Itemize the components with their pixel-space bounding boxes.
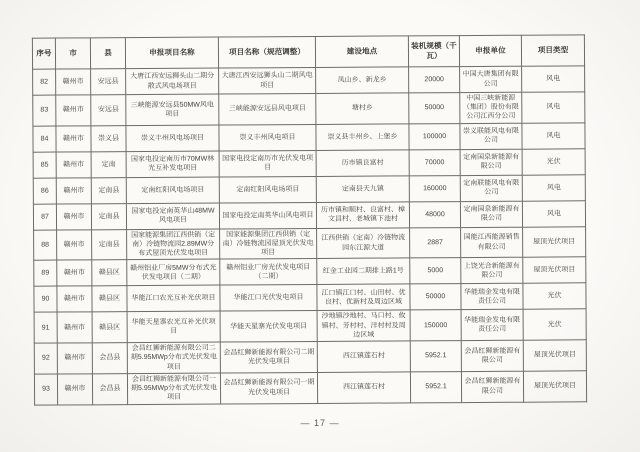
table-row (34, 371, 586, 405)
cell-city: 赣州市 (56, 69, 91, 95)
cell-declared-name: 国家电投定南历市70MW林光互补发电项目 (126, 151, 219, 178)
cell-county: 定南县 (91, 203, 126, 229)
table-header-row (32, 35, 584, 69)
page-number: — 17 — (300, 418, 340, 428)
table-body (33, 66, 587, 405)
cell-adjusted-name: 崇义丰州风电项目 (219, 124, 316, 151)
cell-unit: 中国大唐集团有限公司 (460, 66, 522, 92)
cell-adjusted-name: 国家能源集团江西供销（定南）冷链物流园屋顶光伏发电项目 (220, 228, 317, 259)
cell-adjusted-name: 国家电投定南英华山风电项目 (219, 202, 316, 229)
cell-type: 光伏 (523, 283, 586, 309)
cell-city: 赣州市 (57, 374, 92, 405)
cell-location: 江西供销（定南）冷链物流园东江源大道 (317, 228, 410, 259)
cell-unit: 国能江西能源销售有限公司 (461, 227, 523, 258)
cell-city: 赣州市 (57, 260, 92, 286)
cell-city: 赣州市 (56, 95, 91, 126)
cell-declared-name: 三峡能源安远县50MW风电项目 (126, 94, 219, 125)
table-row (34, 257, 586, 286)
cell-city: 赣州市 (57, 230, 92, 261)
cell-county: 会昌县 (92, 373, 127, 404)
cell-no: 91 (34, 312, 57, 343)
cell-declared-name: 华能江口农光互补光伏项目 (127, 285, 220, 312)
cell-adjusted-name: 会昌红狮新能源有限公司一期光伏发电项目 (220, 372, 317, 403)
header-county: 县 (90, 38, 125, 69)
cell-unit: 华能瑞金发电有限责任公司 (461, 284, 523, 310)
header-declared-project-name: 申报项目名称 (125, 37, 218, 69)
table-row (34, 309, 586, 343)
table-row (34, 340, 586, 374)
cell-no: 89 (34, 260, 57, 286)
cell-no: 83 (33, 95, 56, 126)
project-approval-table (32, 34, 587, 405)
cell-capacity-kw: 5952.1 (410, 341, 461, 372)
cell-type: 屋顶光伏项目 (523, 340, 586, 371)
cell-type: 风电 (522, 175, 585, 201)
cell-county: 赣县区 (92, 312, 127, 343)
cell-adjusted-name: 定南红阳风电场项目 (219, 176, 316, 203)
cell-unit: 上饶光合新能源有限公司 (461, 258, 523, 284)
cell-type: 光伏 (522, 149, 585, 175)
cell-type: 风电 (522, 92, 585, 123)
cell-unit: 定南国泉新能源有限公司 (460, 201, 522, 227)
cell-unit: 崇义联能风电有限公司 (460, 123, 522, 149)
cell-location: 红金工业园二期排上路1号 (317, 258, 410, 285)
cell-capacity-kw: 150000 (410, 310, 461, 341)
cell-county: 崇义县 (91, 125, 126, 151)
header-seq-no: 序号 (32, 38, 55, 69)
cell-unit: 会昌红狮新能源有限公司 (461, 340, 523, 371)
cell-city: 赣州市 (56, 204, 91, 230)
cell-city: 赣州市 (56, 178, 91, 204)
cell-capacity-kw: 160000 (409, 175, 460, 201)
cell-declared-name: 会昌红狮新能源有限公司二期5.95MWp分布式光伏发电项目 (127, 342, 220, 373)
cell-location: 历市镇良富村 (316, 150, 409, 177)
cell-no: 85 (33, 152, 56, 178)
header-declaring-unit: 申报单位 (459, 35, 521, 66)
header-city: 市 (55, 38, 90, 69)
cell-adjusted-name: 三峡能源安远县风电项目 (219, 93, 316, 124)
cell-no: 90 (34, 286, 57, 312)
cell-capacity-kw: 48000 (409, 201, 460, 227)
cell-location: 西江镇莲石村 (317, 372, 410, 403)
cell-location: 西江镇莲石村 (317, 341, 410, 372)
cell-city: 赣州市 (57, 286, 92, 312)
cell-city: 赣州市 (56, 126, 91, 152)
cell-no: 84 (33, 126, 56, 152)
table-row (34, 227, 586, 261)
cell-capacity-kw: 5000 (410, 258, 461, 284)
cell-city: 赣州市 (57, 312, 92, 343)
cell-no: 86 (33, 178, 56, 204)
cell-unit: 中国三峡新能源（集团）股份有限公司江西分公司 (460, 92, 522, 123)
cell-unit: 华能瑞金发电有限责任公司 (461, 310, 523, 341)
cell-capacity-kw: 20000 (409, 67, 460, 93)
cell-capacity-kw: 100000 (409, 123, 460, 149)
cell-county: 赣县区 (92, 286, 127, 312)
cell-city: 赣州市 (57, 343, 92, 374)
cell-location: 沙地镇沙地村、马口村、攸镇村、芳村村、洋村村及周边区域 (317, 310, 410, 341)
cell-county: 安远县 (91, 69, 126, 95)
cell-county: 定南县 (92, 229, 127, 260)
cell-capacity-kw: 70000 (409, 149, 460, 175)
cell-type: 屋顶光伏项目 (523, 257, 586, 283)
cell-declared-name: 定南红阳风电场项目 (126, 177, 219, 204)
cell-declared-name: 大唐江西安远狮头山二期分散式风电场项目 (126, 68, 219, 95)
cell-location: 凤山乡、新龙乡 (316, 67, 409, 94)
cell-capacity-kw: 2887 (410, 227, 461, 258)
cell-county: 赣县区 (92, 260, 127, 286)
cell-county: 会昌县 (92, 343, 127, 374)
cell-county: 定南 (91, 151, 126, 177)
cell-unit: 定南联能风电有限公司 (460, 175, 522, 201)
cell-capacity-kw: 5952.1 (410, 371, 461, 402)
cell-adjusted-name: 会昌红狮新能源有限公司二期光伏发电项目 (220, 342, 317, 373)
cell-capacity-kw: 50000 (409, 93, 460, 124)
table-row (33, 149, 585, 178)
cell-type: 风电 (522, 66, 585, 92)
cell-type: 光伏 (523, 309, 586, 340)
cell-type: 屋顶光伏项目 (523, 371, 586, 402)
cell-capacity-kw: 50000 (410, 284, 461, 310)
cell-type: 屋顶光伏项目 (523, 227, 586, 258)
table-row (33, 92, 585, 126)
cell-no: 92 (34, 343, 57, 374)
cell-declared-name: 华能天星寨农光互补光伏项目 (127, 311, 220, 342)
cell-location: 崇义县丰州乡、上堡乡 (316, 124, 409, 151)
cell-no: 82 (33, 69, 56, 95)
cell-county: 定南县 (91, 177, 126, 203)
cell-declared-name: 崇义丰州风电场项目 (126, 125, 219, 152)
cell-adjusted-name: 国家电投定南历市光伏发电项目 (219, 150, 316, 177)
cell-no: 87 (33, 204, 56, 230)
cell-no: 93 (34, 374, 57, 405)
table-row (33, 201, 585, 230)
table-row (34, 283, 586, 312)
cell-declared-name: 赣州铝业厂房5MW分布式光伏发电项目（二期） (127, 259, 220, 286)
cell-adjusted-name: 大唐江西安远狮头山二期风电项目 (219, 67, 316, 94)
header-project-type: 项目类型 (521, 35, 584, 66)
cell-adjusted-name: 华能江口光伏发电项目 (220, 285, 317, 312)
cell-location: 江口镇江口村、山田村、优良村、优新村及周边区域 (317, 284, 410, 311)
cell-declared-name: 国家能源集团江西供销（定南）冷链物流园2.89MW分布式屋顶光伏发电项目 (127, 229, 220, 260)
cell-adjusted-name: 华能天星寨光伏发电项目 (220, 311, 317, 342)
cell-declared-name: 国家电投定南英华山48MW风电项目 (126, 203, 219, 230)
cell-declared-name: 会昌红狮新能源有限公司一期5.95MWp分布式光伏发电项目 (127, 373, 220, 404)
header-construction-site: 建设地点 (315, 36, 408, 68)
cell-city: 赣州市 (56, 152, 91, 178)
table-row (33, 66, 585, 95)
cell-location: 塘村乡 (316, 93, 409, 124)
cell-type: 风电 (522, 201, 585, 227)
cell-adjusted-name: 赣州铝业厂房光伏发电项目（二期） (220, 259, 317, 286)
header-adjusted-project-name: 项目名称（规范调整） (218, 36, 315, 68)
cell-type: 风电 (522, 123, 585, 149)
header-capacity-kw: 装机规模（千瓦） (408, 36, 459, 67)
cell-unit: 定南国泉新能源有限公司 (460, 149, 522, 175)
cell-no: 88 (34, 230, 57, 261)
cell-location: 定南县天九镇 (316, 176, 409, 203)
table-row (33, 175, 585, 204)
cell-location: 历市镇和顺村、良富村、樟文昌村、老城镇下池村 (316, 202, 409, 229)
cell-county: 安远县 (91, 95, 126, 126)
cell-unit: 会昌红狮新能源有限公司 (461, 371, 523, 402)
table-row (33, 123, 585, 152)
